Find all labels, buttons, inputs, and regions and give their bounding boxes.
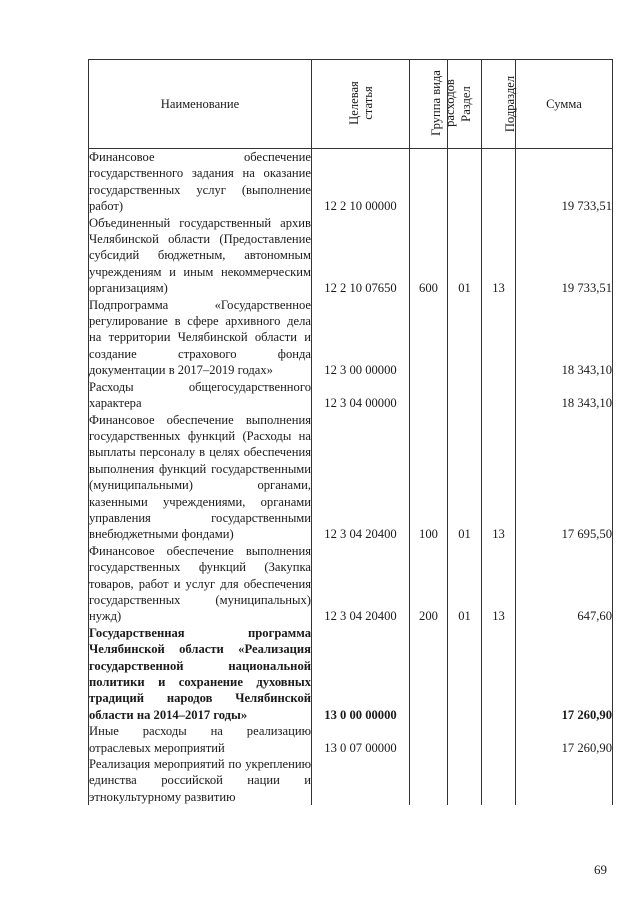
row-expense-group: 200	[410, 543, 448, 625]
budget-table	[88, 59, 613, 805]
row-subsection	[482, 723, 516, 756]
header-target-article: Целевая статья	[312, 60, 410, 149]
row-target-article: 12 2 10 00000	[312, 149, 410, 215]
row-name: Расходы общегосударственного характера	[89, 379, 311, 411]
row-subsection	[482, 379, 516, 412]
table-row	[89, 297, 613, 379]
row-section: 01	[448, 412, 482, 543]
header-subsection: Подраздел	[482, 60, 516, 149]
table-row	[89, 543, 613, 625]
row-sum: 647,60	[516, 543, 613, 625]
row-expense-group: 600	[410, 215, 448, 297]
row-sum: 17 695,50	[516, 412, 613, 543]
row-name: Реализация мероприятий по укреплению единства российской нации и этнокультурному развитию	[89, 757, 311, 804]
table-row	[89, 149, 613, 215]
row-name: Иные расходы на реализацию отраслевых мероприятий	[89, 724, 311, 755]
header-name: Наименование	[89, 60, 312, 149]
page-number: 69	[594, 862, 607, 877]
row-section: 01	[448, 543, 482, 625]
table-row	[89, 379, 613, 412]
row-subsection	[482, 297, 516, 379]
row-sum: 18 343,10	[516, 379, 613, 412]
row-expense-group	[410, 379, 448, 412]
table-row	[89, 723, 613, 756]
row-target-article: 13 0 00 00000	[312, 625, 410, 723]
row-expense-group	[410, 723, 448, 756]
table-row	[89, 412, 613, 543]
header-section: Раздел	[448, 60, 482, 149]
row-sum: 17 260,90	[516, 723, 613, 756]
row-section	[448, 756, 482, 805]
row-sum	[516, 756, 613, 805]
row-name: Подпрограмма «Государственное регулирование в сфере архивного дела на территории Челябинской области и создание страхового фонда документации в 2017–2019 годах»	[89, 297, 311, 378]
row-target-article: 12 2 10 07650	[312, 215, 410, 297]
row-expense-group	[410, 625, 448, 723]
row-section	[448, 723, 482, 756]
row-sum: 19 733,51	[516, 149, 613, 215]
row-subsection: 13	[482, 543, 516, 625]
row-name: Финансовое обеспечение государственного задания на оказание государственных услуг (выполнение работ)	[89, 150, 311, 214]
row-expense-group	[410, 297, 448, 379]
row-name: Финансовое обеспечение выполнения государственных функций (Закупка товаров, работ и услуг для обеспечения государственных (муниципальных) нужд)	[89, 543, 311, 624]
row-name: Государственная программа Челябинской области «Реализация государственной национальной политики и сохранение духовных традиций народов Челябинской области на 2014–2017 годы»	[89, 625, 311, 722]
row-target-article: 12 3 04 20400	[312, 412, 410, 543]
row-sum: 19 733,51	[516, 215, 613, 297]
row-subsection: 13	[482, 412, 516, 543]
row-target-article	[312, 756, 410, 805]
row-name: Финансовое обеспечение выполнения государственных функций (Расходы на выплаты персоналу в целях обеспечения выполнения функций государственными (муниципальными) органами, казенными учреждениями, органами управления государственными внебюджетными фондами)	[89, 412, 311, 542]
row-sum: 17 260,90	[516, 625, 613, 723]
row-subsection	[482, 756, 516, 805]
row-subsection	[482, 625, 516, 723]
row-target-article: 13 0 07 00000	[312, 723, 410, 756]
row-section	[448, 297, 482, 379]
row-section	[448, 379, 482, 412]
table-row	[89, 215, 613, 297]
row-sum: 18 343,10	[516, 297, 613, 379]
row-target-article: 12 3 00 00000	[312, 297, 410, 379]
row-section: 01	[448, 215, 482, 297]
table-header-row	[89, 60, 613, 149]
row-subsection: 13	[482, 215, 516, 297]
header-expense-group: Группа вида расходов	[410, 60, 448, 149]
table-row	[89, 625, 613, 723]
row-expense-group	[410, 149, 448, 215]
row-section	[448, 149, 482, 215]
row-target-article: 12 3 04 00000	[312, 379, 410, 412]
row-subsection	[482, 149, 516, 215]
row-section	[448, 625, 482, 723]
header-sum: Сумма	[516, 60, 613, 149]
row-expense-group	[410, 756, 448, 805]
table-row	[89, 756, 613, 805]
row-target-article: 12 3 04 20400	[312, 543, 410, 625]
row-expense-group: 100	[410, 412, 448, 543]
row-name: Объединенный государственный архив Челябинской области (Предоставление субсидий бюджетным, автономным учреждениям и иным некоммерческим организациям)	[89, 215, 311, 296]
